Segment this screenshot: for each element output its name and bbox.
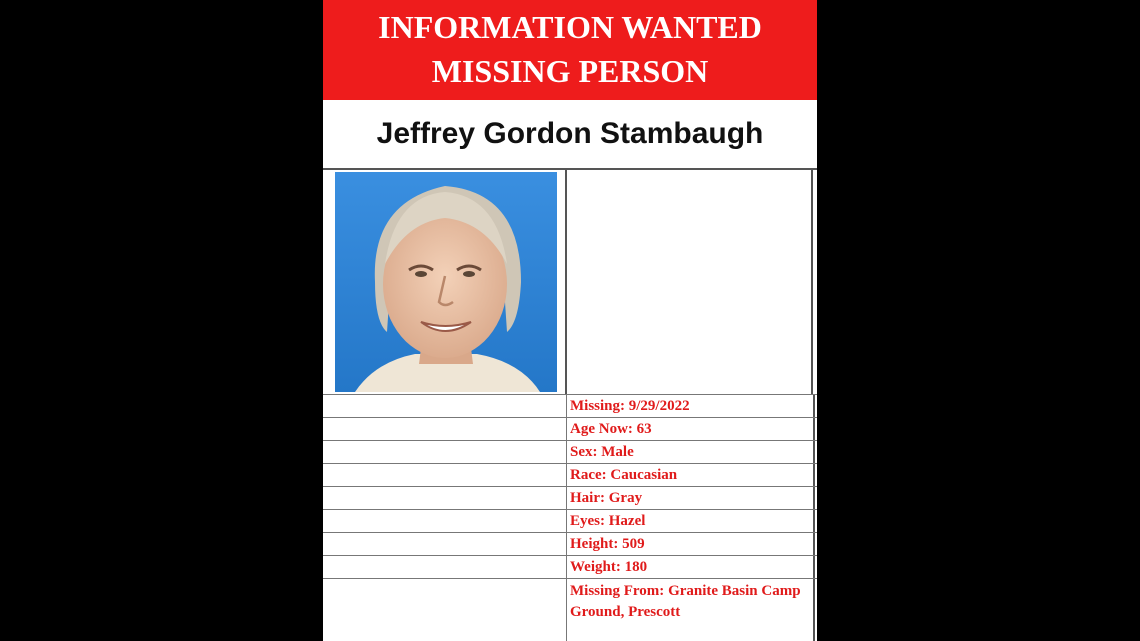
person-name: Jeffrey Gordon Stambaugh (323, 100, 817, 170)
details-table (323, 394, 817, 641)
detail-text: Age Now: 63 (570, 421, 652, 437)
banner-title-line2: MISSING PERSON (431, 53, 709, 89)
detail-row-race (323, 463, 817, 486)
detail-row-missing-from (323, 578, 817, 641)
detail-text: Sex: Male (570, 444, 634, 460)
detail-row-eyes (323, 509, 817, 532)
person-photo (335, 172, 557, 392)
detail-text: Missing From: Granite Basin Camp Ground, Prescott (570, 583, 801, 620)
detail-row-sex (323, 440, 817, 463)
detail-text: Weight: 180 (570, 559, 648, 575)
detail-text: Height: 509 (570, 536, 645, 552)
detail-row-weight (323, 555, 817, 578)
detail-text: Eyes: Hazel (570, 513, 646, 529)
detail-row-height (323, 532, 817, 555)
banner-title-line1: INFORMATION WANTED (378, 9, 762, 45)
detail-text: Hair: Gray (570, 490, 643, 506)
detail-text: Race: Caucasian (570, 467, 678, 483)
detail-row-hair (323, 486, 817, 509)
detail-row-age (323, 417, 817, 440)
poster-banner (323, 0, 817, 100)
blank-cell (567, 170, 813, 394)
detail-row-missing (323, 394, 817, 417)
photo-cell (323, 170, 567, 394)
missing-person-poster (323, 0, 817, 641)
person-photo-illustration (335, 172, 557, 392)
detail-text: Missing: 9/29/2022 (570, 398, 690, 414)
